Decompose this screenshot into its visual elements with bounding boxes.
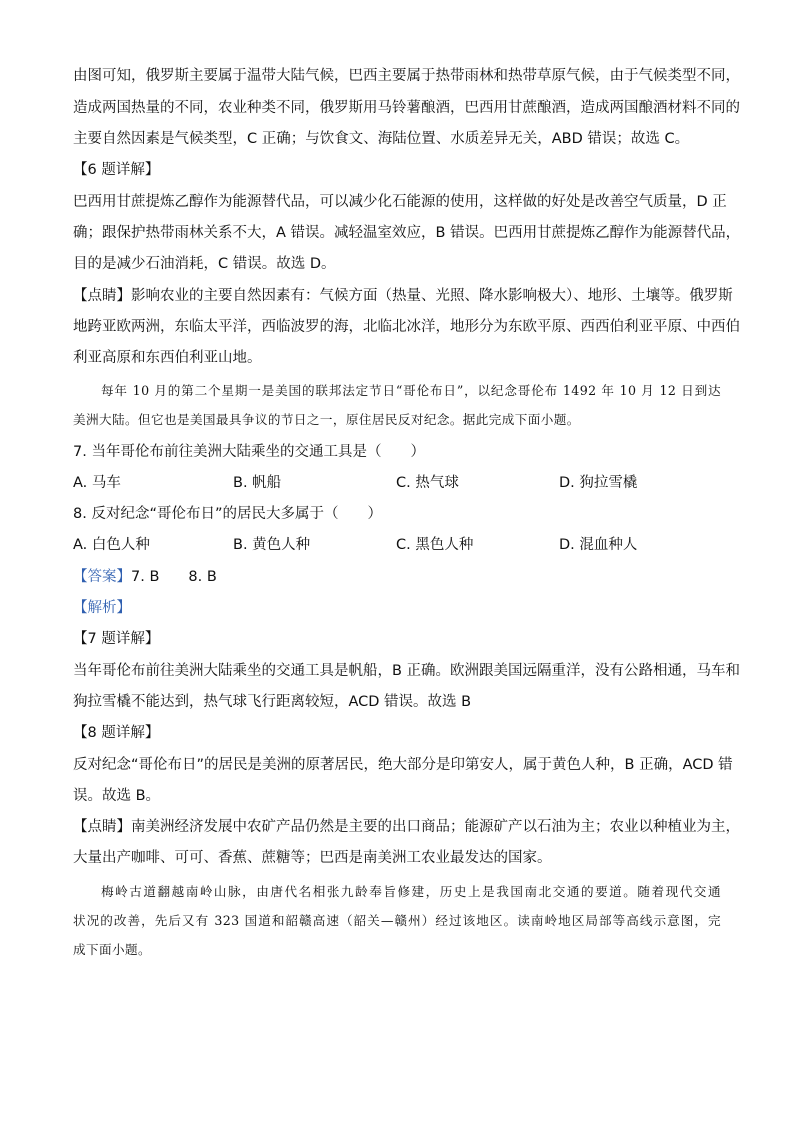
paragraph-line: 主要自然因素是气候类型，C 正确；与饮食文、海陆位置、水质差异无关，ABD 错误；故选 C。 bbox=[73, 131, 690, 147]
paragraph-line: 狗拉雪橇不能达到，热气球飞行距离较短，ACD 错误。故选 B bbox=[73, 694, 472, 710]
paragraph-line: 目的是减少石油消耗，C 错误。故选 D。 bbox=[73, 256, 336, 272]
paragraph-line: 当年哥伦布前往美洲大陆乘坐的交通工具是帆船，B 正确。欧洲跟美国远隔重洋，没有公路相通，马车和 bbox=[73, 663, 741, 679]
paragraph-line: 大量出产咖啡、可可、香蕉、蔗糖等；巴西是南美洲工农业最发达的国家。 bbox=[73, 850, 552, 866]
paragraph-line: 误。故选 B。 bbox=[73, 788, 161, 804]
paragraph-line: 利亚高原和东西伯利亚山地。 bbox=[73, 350, 262, 366]
q7-option-c: C. 热气球 bbox=[396, 475, 459, 491]
section-heading-q6: 【6 题详解】 bbox=[73, 162, 160, 178]
tip-line bbox=[73, 817, 740, 837]
q7-option-a: A. 马车 bbox=[73, 475, 121, 491]
q8-option-b: B. 黄色人种 bbox=[233, 537, 311, 553]
q7-option-b: B. 帆船 bbox=[233, 475, 282, 491]
paragraph-line: 地跨亚欧两洲，东临太平洋，西临波罗的海，北临北冰洋，地形分为东欧平原、西西伯利亚平原、中西伯 bbox=[73, 319, 740, 335]
tip-label: 【点睛】 bbox=[73, 288, 131, 304]
material-line: 美洲大陆。但它也是美国最具争议的节日之一，原住居民反对纪念。据此完成下面小题。 bbox=[73, 412, 580, 427]
tip-text: 南美洲经济发展中农矿产品仍然是主要的出口商品；能源矿产以石油为主；农业以种植业为主， bbox=[131, 819, 740, 835]
q8-option-a: A. 白色人种 bbox=[73, 537, 150, 553]
section-heading-q7: 【7 题详解】 bbox=[73, 631, 160, 647]
material-line: 成下面小题。 bbox=[73, 942, 151, 957]
q8-option-c: C. 黑色人种 bbox=[396, 537, 474, 553]
question-7-stem: 7. 当年哥伦布前往美洲大陆乘坐的交通工具是（ ） bbox=[73, 444, 425, 460]
answer-line bbox=[73, 567, 217, 587]
tip-text: 影响农业的主要自然因素有：气候方面（热量、光照、降水影响极大）、地形、土壤等。俄罗斯 bbox=[131, 288, 733, 304]
question-8-stem: 8. 反对纪念“哥伦布日”的居民大多属于（ ） bbox=[73, 506, 382, 522]
analysis-label: 【解析】 bbox=[73, 600, 131, 616]
tip-label: 【点睛】 bbox=[73, 819, 131, 835]
paragraph-line: 反对纪念“哥伦布日”的居民是美洲的原著居民，绝大部分是印第安人，属于黄色人种，B 正确，ACD 错 bbox=[73, 757, 733, 773]
tip-line bbox=[73, 286, 733, 306]
paragraph-line: 巴西用甘蔗提炼乙醇作为能源替代品，可以减少化石能源的使用，这样做的好处是改善空气质量，D 正 bbox=[73, 194, 727, 210]
paragraph-line: 由图可知，俄罗斯主要属于温带大陆气候，巴西主要属于热带雨林和热带草原气候，由于气候类型不同， bbox=[73, 68, 740, 84]
answer-text: 7. B 8. B bbox=[131, 569, 217, 585]
q8-option-d: D. 混血种人 bbox=[559, 537, 638, 553]
paragraph-line: 造成两国热量的不同，农业种类不同，俄罗斯用马铃薯酿酒，巴西用甘蔗酿酒，造成两国酿酒材料不同的 bbox=[73, 100, 740, 116]
material-line: 每年 10 月的第二个星期一是美国的联邦法定节日“哥伦布日”，以纪念哥伦布 1492 年 10 月 12 日到达 bbox=[101, 383, 721, 398]
q7-option-d: D. 狗拉雪橇 bbox=[559, 475, 638, 491]
section-heading-q8: 【8 题详解】 bbox=[73, 725, 160, 741]
answer-label: 【答案】 bbox=[73, 569, 131, 585]
material-line: 梅岭古道翻越南岭山脉，由唐代名相张九龄奉旨修建，历史上是我国南北交通的要道。随着现代交通 bbox=[101, 884, 721, 899]
material-line: 状况的改善，先后又有 323 国道和韶赣高速（韶关—赣州）经过该地区。读南岭地区局部等高线示意图，完 bbox=[73, 913, 721, 928]
paragraph-line: 确；跟保护热带雨林关系不大，A 错误。减轻温室效应，B 错误。巴西用甘蔗提炼乙醇作为能源替代品， bbox=[73, 225, 741, 241]
